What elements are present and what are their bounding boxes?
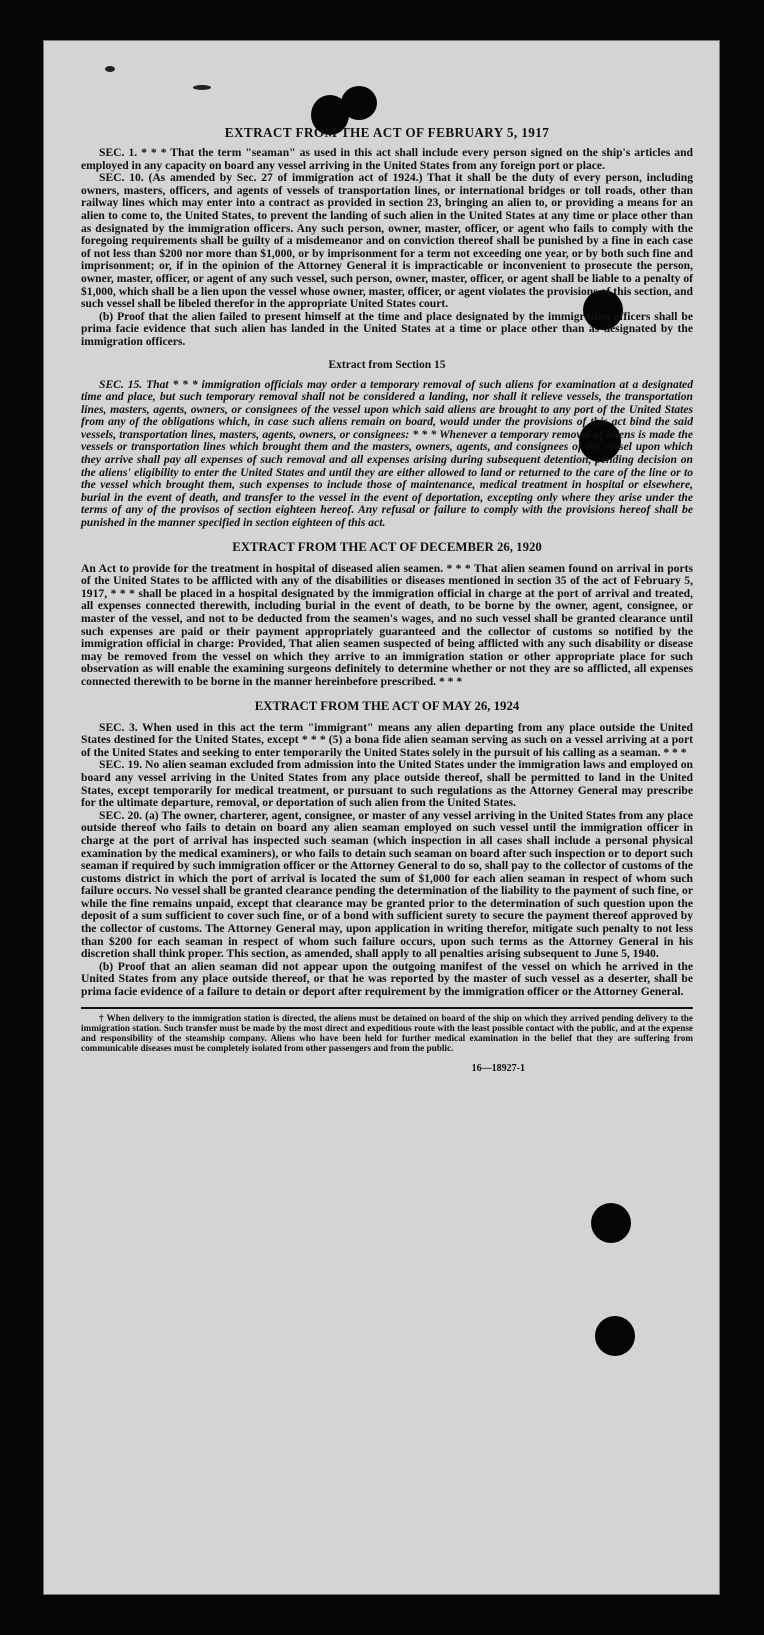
punch-hole — [591, 1203, 631, 1243]
section-10-text: SEC. 10. (As amended by Sec. 27 of immigration act of 1924.) That it shall be the duty of every person, including owners, masters, officers, and agents of vessels of transportation lines, or international bridges or toll roads, other than railway lines which may enter into a contract as provided in section 23, bringing an alien to, or providing a means for an alien to come to, the United States, to prevent the landing of such alien in the United States at any time or place other than as designated by the immigration officers. Any such person, owner, master, officer, or agent who fails to comply with the foregoing requirements shall be guilty of a misdemeanor and on conviction thereof shall be punished by a fine in each case of not less than $200 nor more than $1,000, or by imprisonment for a term not exceeding one year, or by both such fine and imprisonment; or, if in the opinion of the Attorney General it is impracticable or inconvenient to prosecute the person, owner, master, officer, or agent of any such vessel, such person, owner, master, officer, or agent shall be liable to a penalty of $1,000, which shall be a lien upon the vessel whose owner, master, officer, or agent violates the provisions of this section, and such vessel shall be libeled therefor in the appropriate United States court. — [81, 171, 693, 311]
section-1-text: SEC. 1. * * * That the term "seaman" as used in this act shall include every person signed on the ship's articles and employed in any capacity on board any vessel arriving in the United States from any foreign port or place. — [81, 146, 693, 172]
document-page — [43, 40, 720, 1595]
section-20-text: SEC. 20. (a) The owner, charterer, agent, consignee, or master of any vessel arriving in the United States from any place outside thereof who fails to detain on board any alien seaman employed on such vessel until the immigration officer in charge at the port of arrival has inspected such seaman (which inspection in all cases shall include a personal physical examination by the medical examiners), or who fails to detain such seaman on board after such inspection or to deport such seaman if required by such immigration officer or the Attorney General to do so, shall pay to the collector of customs of the customs district in which the port of arrival is located the sum of $1,000 for each alien seaman in respect of whom such failure occurs. No vessel shall be granted clearance pending the determination of the liability to the payment of such fine, or while the fine remains unpaid, except that clearance may be granted prior to the determination of such question upon the deposit of a sum sufficient to cover such fine, or of a bond with sufficient surety to secure the payment thereof approved by the collector of customs. The Attorney General may, upon application in writing therefor, mitigate such penalty to not less than $200 for each seaman in respect of whom such failure occurs, upon such terms as the Attorney General in his discretion shall think proper. This section, as amended, shall apply to all penalties arising subsequent to June 5, 1940. — [81, 808, 693, 961]
section-15-text: SEC. 15. That * * * immigration officials may order a temporary removal of such aliens for examination at a designated time and place, but such temporary removal shall not be considered a landing, nor shall it relieve vessels, the transportation lines, masters, agents, owners, or consignees of the vessel upon which said aliens are brought to any port of the United States from any of the obligations which, in case such aliens remain on board, would under the provisions of this act bind the said vessels, transportation lines, masters, agents, owners, or consignees: * * * Whenever a temporary removal of aliens is made the vessels or transportation lines which brought them and the masters, owners, agents, and consignees of the vessel upon which they arrive shall pay all expenses of such removal and all expenses arising during subsequent detention, pending decision on the aliens' eligibility to enter the United States and until they are either allowed to land or returned to the care of the line or to the vessel which brought them, such expenses to include those of maintenance, medical treatment in hospital or elsewhere, burial in the event of death, and transfer to the vessel in the event of deportation, excepting only where they arise under the terms of any of the provisos of section eighteen hereof. Any refusal or failure to comply with the provisions hereof shall be punished in the manner specified in section eighteen of this act. — [81, 377, 693, 530]
scan-speck — [105, 66, 115, 72]
document-body — [81, 125, 693, 1074]
heading-act-1924: EXTRACT FROM THE ACT OF MAY 26, 1924 — [254, 698, 520, 713]
punch-hole — [595, 1316, 635, 1356]
heading-section-15: Extract from Section 15 — [328, 358, 446, 371]
heading-act-1920: EXTRACT FROM THE ACT OF DECEMBER 26, 1920 — [232, 539, 542, 554]
section-10b-text: (b) Proof that the alien failed to present himself at the time and place designated by the immigration officers shall be prima facie evidence that such alien has landed in the United States at a time or place other than as designated by the immigration officers. — [81, 309, 693, 348]
section-19-text: SEC. 19. No alien seaman excluded from admission into the United States under the immigration laws and employed on board any vessel arriving in the United States from any place outside thereof, shall be permitted to land in the United States, except temporarily for medical treatment, or pursuant to such regulations as the Attorney General may prescribe for the ultimate departure, removal, or deportation of such alien from the United States. — [81, 758, 693, 810]
heading-act-1917: EXTRACT FROM THE ACT OF FEBRUARY 5, 1917 — [224, 125, 550, 140]
footnote-text: † When delivery to the immigration station is directed, the aliens must be detained on board of the ship on which they arrived pending delivery to the immigration station. Such transfer must be made by the most direct and expeditious route with the least possible contact with the public, and at the expense and responsibility of the steamship company. Aliens who have been held for further medical examination in the belief that they are suffering from communicable diseases must be completely isolated from other passengers and from the public. — [81, 1012, 693, 1053]
footnote-divider — [81, 1007, 693, 1009]
form-code: 16—18927-1 — [471, 1062, 525, 1074]
scan-speck — [193, 85, 211, 90]
punch-hole — [341, 86, 377, 120]
section-3-text: SEC. 3. When used in this act the term "immigrant" means any alien departing from any place outside the United States destined for the United States, except * * * (5) a bona fide alien seaman serving as such on a vessel arriving at a port of the United States and seeking to enter temporarily the United States solely in the pursuit of his calling as a seaman. * * * — [81, 720, 693, 759]
section-20b-text: (b) Proof that an alien seaman did not appear upon the outgoing manifest of the vessel on which he arrived in the United States from any place outside thereof, or that he was reported by the master of such vessel as a deserter, shall be prima facie evidence of a failure to detain or deport after requirement by the immigration officer or the Attorney General. — [81, 959, 693, 999]
act-1920-text: An Act to provide for the treatment in hospital of diseased alien seamen. * * * That alien seamen found on arrival in ports of the United States to be afflicted with any of the disabilities or diseases mentioned in section 35 of the act of February 5, 1917, * * * shall be placed in a hospital designated by the immigration official in charge at the port of arrival and treated, all expenses connected therewith, including burial in the event of death, to be borne by the owner, agent, consignee, or master of the vessel, and not to be deducted from the seamen's wages, and no such vessel shall be granted clearance until such expenses are paid or their payment appropriately guaranteed and the collector of customs so notified by the immigration official in charge: Provided, That alien seamen suspected of being afflicted with any such disability or disease may be removed from the vessel on which they arrive to an immigration station or other appropriate place for such observation as will enable the examining surgeons definitely to determine whether or not they are so afflicted, all expenses connected therewith to be borne in the manner hereinbefore prescribed. * * * — [81, 561, 693, 688]
